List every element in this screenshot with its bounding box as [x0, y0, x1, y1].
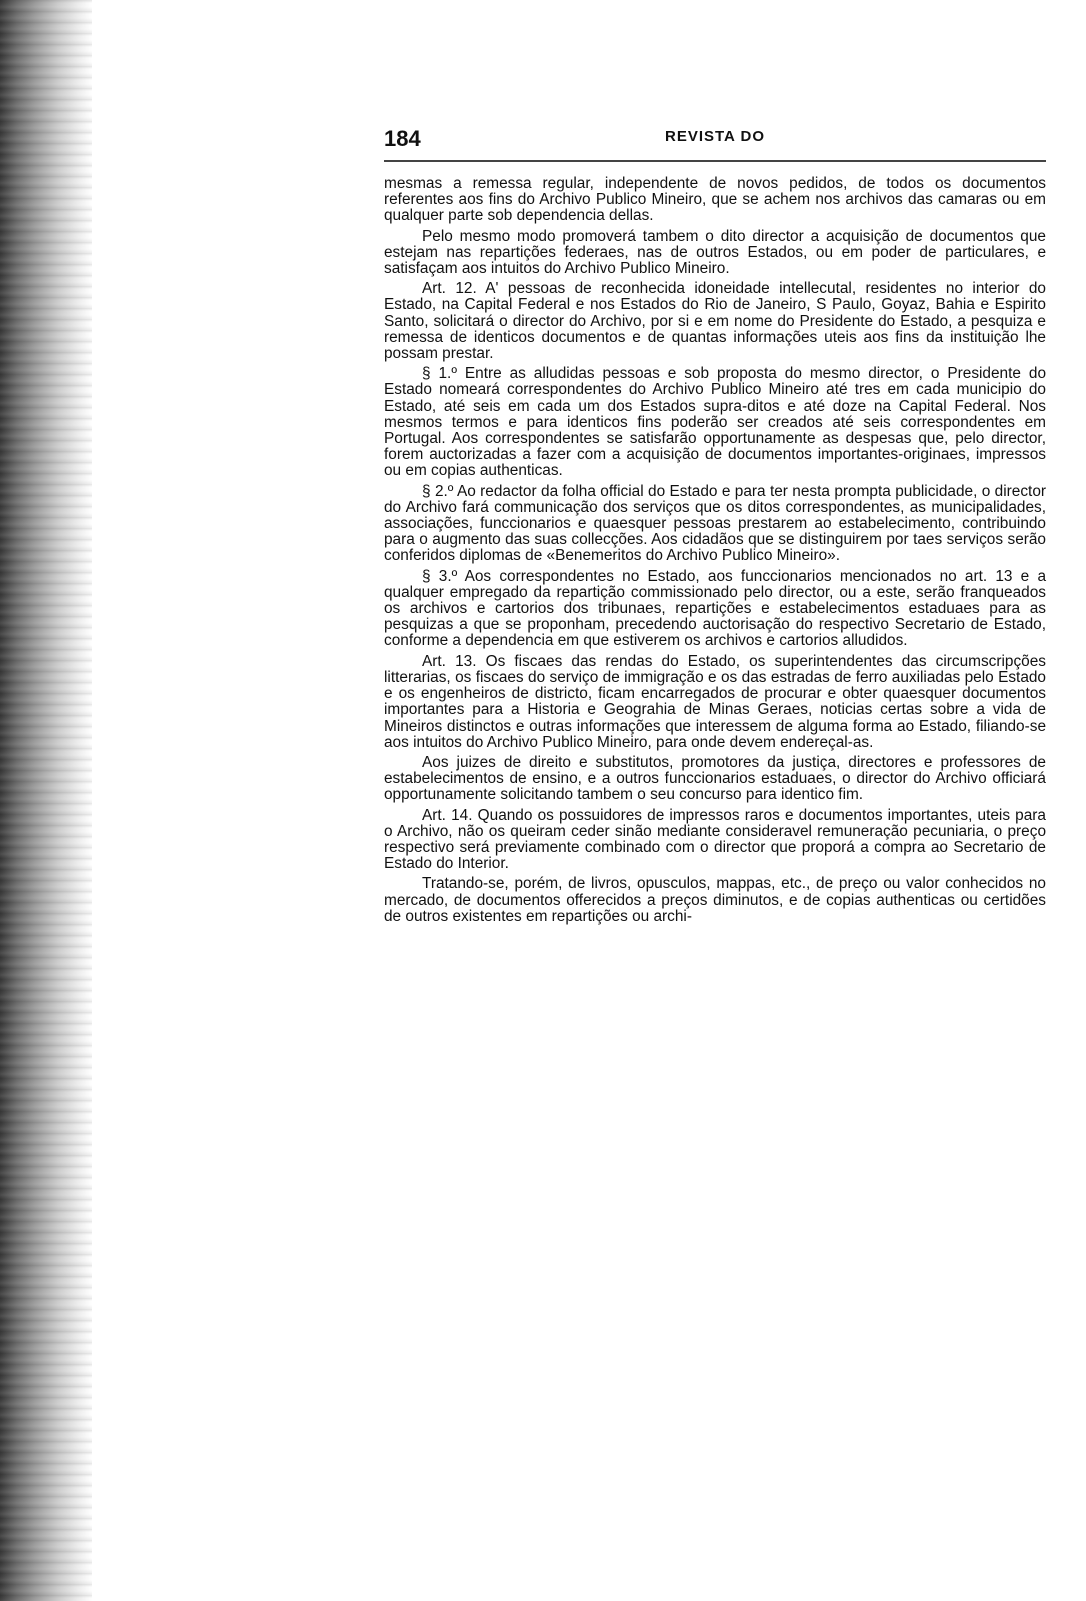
paragraph: Aos juizes de direito e substitutos, promotores da justiça, directores e professores de estabelecimentos de ensino, e a outros funccionarios estaduaes, o director do Archivo officiará opportunamente solicitando tambem o seu concurso para identico fim. [384, 753, 1046, 804]
paragraph-art-13: Art. 13. Os fiscaes das rendas do Estado, os superintendentes das circumscripções litterarias, os fiscaes do serviço de immigração e os das estradas de ferro auxiliadas pelo Estado e os engenheiros de districto, ficam encarregados de procurar e obter quaesquer documentos importantes para a Historia e Geograhia de Minas Geraes, noticias certas sobre a vida de Mineiros distinctos e outras informações que interessem de alguma forma ao Estado, filiando-se aos intuitos do Archivo Publico Mineiro, para onde devem endereçal-as. [384, 652, 1046, 751]
paragraph-section-3: § 3.º Aos correspondentes no Estado, aos funccionarios mencionados no art. 13 e a qualquer empregado da repartição commissionado pelo director, ou a este, serão franqueados os archivos e cartorios dos tribunaes, repartições e estabelecimentos estaduaes para as pesquizas a que se proponham, precedendo auctorisação do respectivo Secretario de Estado, conforme a dependencia em que estiverem os archivos e cartorios alludidos. [384, 567, 1046, 650]
paragraph: Pelo mesmo modo promoverá tambem o dito director a acquisição de documentos que estejam nas repartições federaes, nas de outros Estados, ou em poder de particulares, e satisfaçam aos intuitos do Archivo Publico Mineiro. [384, 227, 1046, 278]
book-spine-shadow [0, 0, 92, 1601]
page-number: 184 [384, 126, 421, 151]
page-header [384, 118, 1046, 162]
paragraph: mesmas a remessa regular, independente de novos pedidos, de todos os documentos referentes aos fins do Archivo Publico Mineiro, que se achem nos archivos das camaras ou em qualquer parte sob dependencia dellas. [384, 175, 1046, 225]
paragraph-section-2: § 2.º Ao redactor da folha official do Estado e para ter nesta prompta publicidade, o director do Archivo fará communicação dos serviços que os ditos correspondentes, as municipalidades, associações, funccionarios e quaesquer pessoas prestarem ao estabelecimento, contribuindo para o augmento das suas collecções. Aos cidadãos que se distinguirem por taes serviços serão conferidos diplomas de «Benemeritos do Archivo Publico Mineiro». [384, 482, 1046, 565]
running-title: REVISTA DO [664, 128, 765, 145]
paragraph-art-12: Art. 12. A' pessoas de reconhecida idoneidade intellecutal, residentes no interior do Estado, na Capital Federal e nos Estados do Rio de Janeiro, S Paulo, Goyaz, Bahia e Espirito Santo, solicitará o director do Archivo, por si e em nome do Presidente do Estado, a pesquiza e remessa de identicos documentos e de quantas informações uteis aos fins da instituição lhe possam prestar. [384, 280, 1046, 363]
document-body [384, 176, 1046, 925]
paragraph: Tratando-se, porém, de livros, opusculos, mappas, etc., de preço ou valor conhecidos no mercado, de documentos offerecidos a preços diminutos, e de copias authenticas ou certidões de outros existentes em repartições ou archi- [384, 875, 1046, 925]
paragraph-section-1: § 1.º Entre as alludidas pessoas e sob proposta do mesmo director, o Presidente do Estado nomeará correspondentes do Archivo Publico Mineiro até tres em cada municipio do Estado, até seis em cada um dos Estados supra-ditos e até doze na Capital Federal. Nos mesmos termos e para identicos fins poderão ser creados até seis correspondentes em Portugal. Aos correspondentes se satisfarão opportunamente as despesas que, pelo director, forem auctorizadas a fazer com a acquisição de documentos importantes-originaes, impressos ou em copias authenticas. [384, 365, 1046, 480]
document-page [384, 118, 1046, 929]
paragraph-art-14: Art. 14. Quando os possuidores de impressos raros e documentos importantes, uteis para o Archivo, não os queiram ceder sinão mediante consideravel remuneração pecuniaria, o preço respectivo será previamente combinado com o director que proporá a compra ao Secretario de Estado do Interior. [384, 806, 1046, 873]
